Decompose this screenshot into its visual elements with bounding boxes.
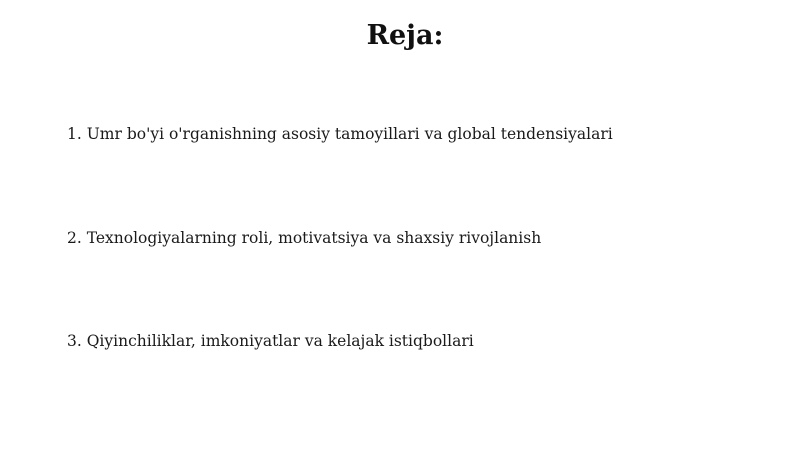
plan-item-3: 3. Qiyinchiliklar, imkoniyatlar va kelajak istiqbollari [67, 332, 474, 350]
plan-item-2: 2. Texnologiyalarning roli, motivatsiya va shaxsiy rivojlanish [67, 229, 542, 247]
plan-item-1: 1. Umr bo'yi o'rganishning asosiy tamoyillari va global tendensiyalari [67, 125, 613, 143]
slide-title: Reja: [366, 20, 444, 51]
